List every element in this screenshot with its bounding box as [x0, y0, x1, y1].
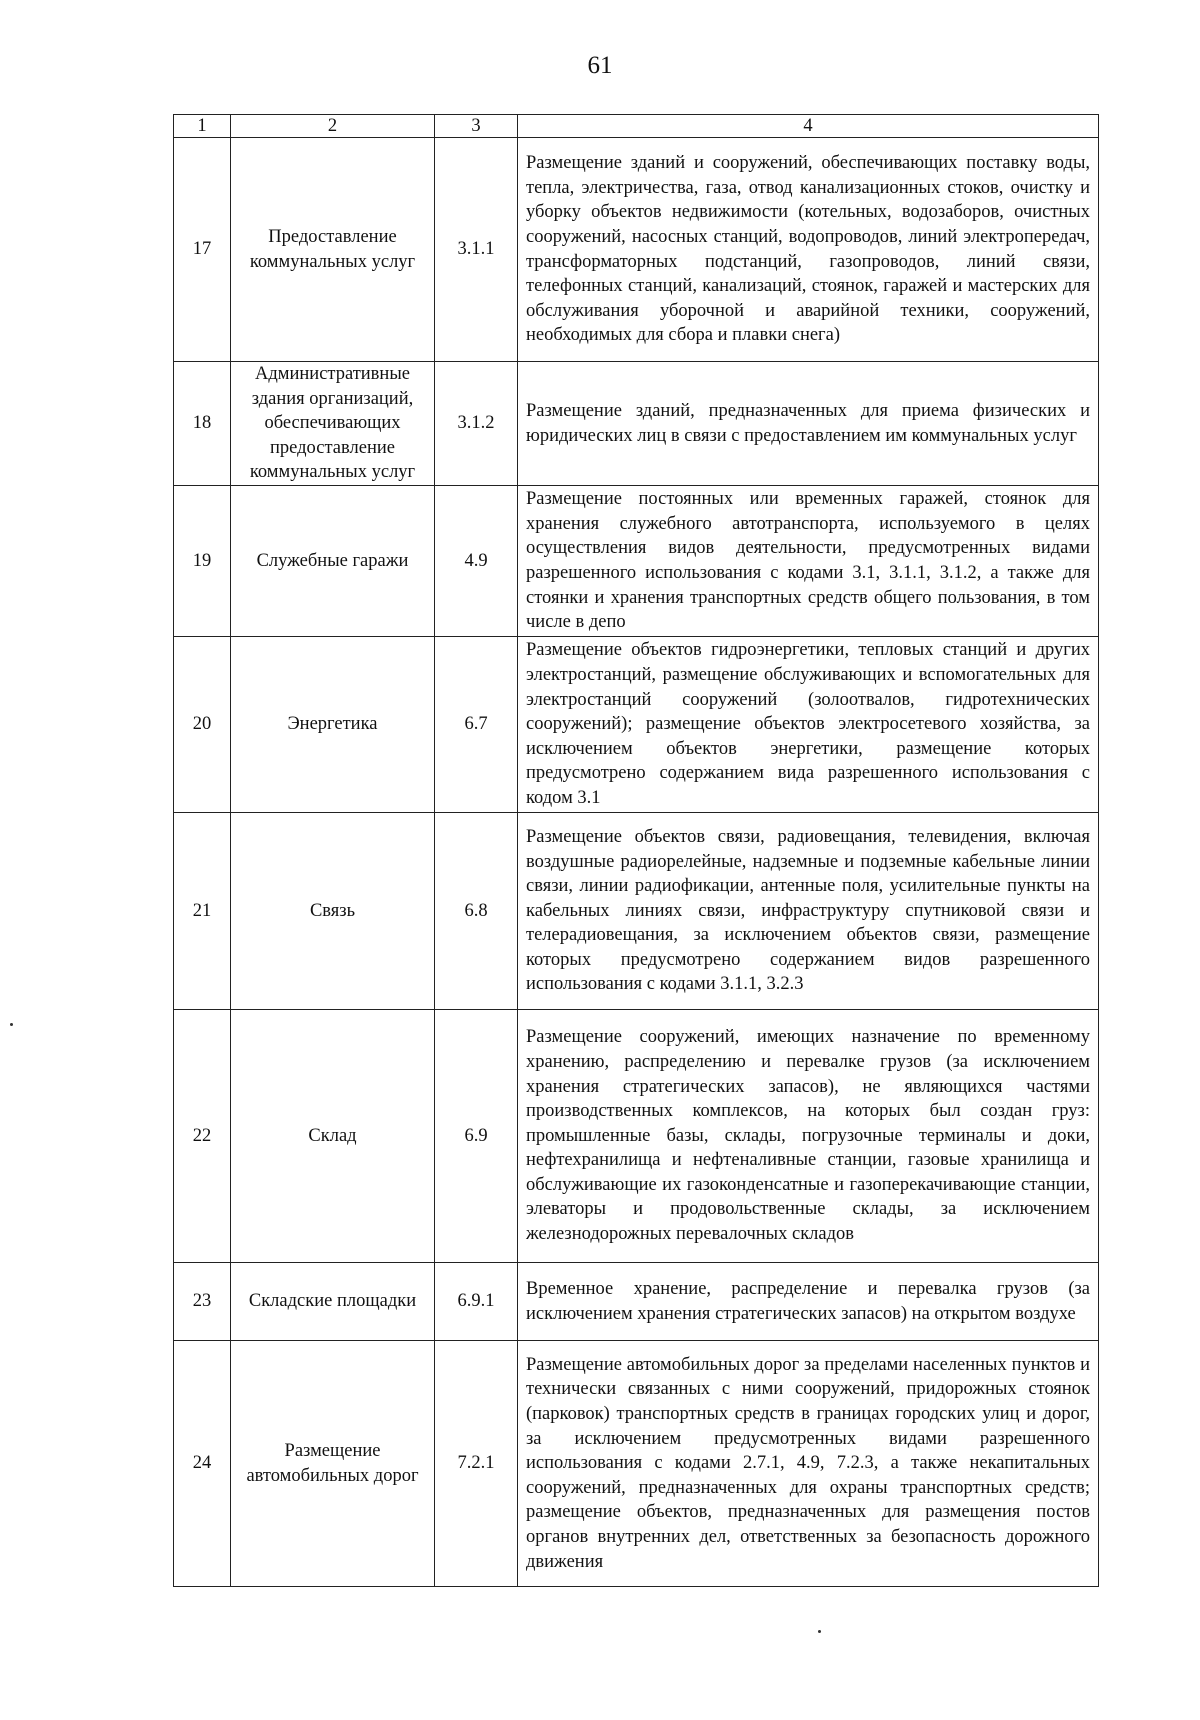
use-name: Административные здания организаций, обеспечивающих предоставление коммунальных услуг	[231, 362, 435, 486]
use-description: Размещение зданий и сооружений, обеспечивающих поставку воды, тепла, электричества, газа, отвод канализационных стоков, очистку и уборку объектов недвижимости (котельных, водозаборов, очистных сооружений, насосных станций, водопроводов, линий электропередач, трансформаторных подстанций, газопроводов, линий связи, телефонных станций, канализаций, стоянок, гаражей и мастерских для обслуживания уборочной и аварийной техники, сооружений, необходимых для сбора и плавки снега)	[518, 138, 1099, 362]
table-row	[174, 1341, 1099, 1587]
use-code: 6.7	[435, 637, 518, 813]
table-row	[174, 637, 1099, 813]
row-number: 23	[174, 1263, 231, 1341]
use-name: Связь	[231, 813, 435, 1010]
use-code: 6.9.1	[435, 1263, 518, 1341]
use-name: Служебные гаражи	[231, 486, 435, 637]
scan-speck	[818, 1630, 821, 1633]
table-row	[174, 813, 1099, 1010]
row-number: 17	[174, 138, 231, 362]
land-use-table	[173, 114, 1099, 1587]
row-number: 21	[174, 813, 231, 1010]
header-col-1: 1	[174, 115, 231, 138]
use-code: 7.2.1	[435, 1341, 518, 1587]
table-header-row	[174, 115, 1099, 138]
page-number: 61	[587, 52, 613, 79]
use-code: 3.1.2	[435, 362, 518, 486]
use-name: Размещение автомобильных дорог	[231, 1341, 435, 1587]
use-description: Размещение сооружений, имеющих назначение по временному хранению, распределению и перевалке грузов (за исключением хранения стратегических запасов), не являющихся частями производственных комплексов, на которых был создан груз: промышленные базы, склады, погрузочные терминалы и доки, нефтехранилища и нефтеналивные станции, газовые хранилища и обслуживающие их газоконденсатные и газоперекачивающие станции, элеваторы и продовольственные склады, за исключением железнодорожных перевалочных складов	[518, 1010, 1099, 1263]
header-col-2: 2	[231, 115, 435, 138]
use-name: Склад	[231, 1010, 435, 1263]
use-name: Энергетика	[231, 637, 435, 813]
row-number: 19	[174, 486, 231, 637]
scan-speck	[10, 1023, 13, 1026]
table-row	[174, 1263, 1099, 1341]
use-code: 4.9	[435, 486, 518, 637]
use-code: 3.1.1	[435, 138, 518, 362]
table-row	[174, 1010, 1099, 1263]
table-row	[174, 362, 1099, 486]
header-col-3: 3	[435, 115, 518, 138]
use-description: Размещение объектов гидроэнергетики, тепловых станций и других электростанций, размещение обслуживающих и вспомогательных для электростанций сооружений (золоотвалов, гидротехнических сооружений); размещение объектов электросетевого хозяйства, за исключением объектов энергетики, размещение которых предусмотрено содержанием вида разрешенного использования с кодом 3.1	[518, 637, 1099, 813]
row-number: 20	[174, 637, 231, 813]
header-col-4: 4	[518, 115, 1099, 138]
use-description: Размещение постоянных или временных гаражей, стоянок для хранения служебного автотранспорта, используемого в целях осуществления видов деятельности, предусмотренных видами разрешенного использования с кодами 3.1, 3.1.1, 3.1.2, а также для стоянки и хранения транспортных средств общего пользования, в том числе в депо	[518, 486, 1099, 637]
row-number: 22	[174, 1010, 231, 1263]
use-description: Временное хранение, распределение и перевалка грузов (за исключением хранения стратегических запасов) на открытом воздухе	[518, 1263, 1099, 1341]
use-name: Складские площадки	[231, 1263, 435, 1341]
table-row	[174, 486, 1099, 637]
use-code: 6.8	[435, 813, 518, 1010]
use-description: Размещение зданий, предназначенных для приема физических и юридических лиц в связи с предоставлением им коммунальных услуг	[518, 362, 1099, 486]
use-description: Размещение объектов связи, радиовещания, телевидения, включая воздушные радиорелейные, надземные и подземные кабельные линии связи, линии радиофикации, антенные поля, усилительные пункты на кабельных линиях связи, инфраструктуру спутниковой связи и телерадиовещания, за исключением объектов связи, размещение которых предусмотрено содержанием видов разрешенного использования с кодами 3.1.1, 3.2.3	[518, 813, 1099, 1010]
use-code: 6.9	[435, 1010, 518, 1263]
row-number: 18	[174, 362, 231, 486]
row-number: 24	[174, 1341, 231, 1587]
table-row	[174, 138, 1099, 362]
use-description: Размещение автомобильных дорог за пределами населенных пунктов и технически связанных с ними сооружений, придорожных стоянок (парковок) транспортных средств в границах городских улиц и дорог, за исключением предусмотренных видами разрешенного использования с кодами 2.7.1, 4.9, 7.2.3, а также некапитальных сооружений, предназначенных для охраны транспортных средств; размещение объектов, предназначенных для размещения постов органов внутренних дел, ответственных за безопасность дорожного движения	[518, 1341, 1099, 1587]
use-name: Предоставление коммунальных услуг	[231, 138, 435, 362]
